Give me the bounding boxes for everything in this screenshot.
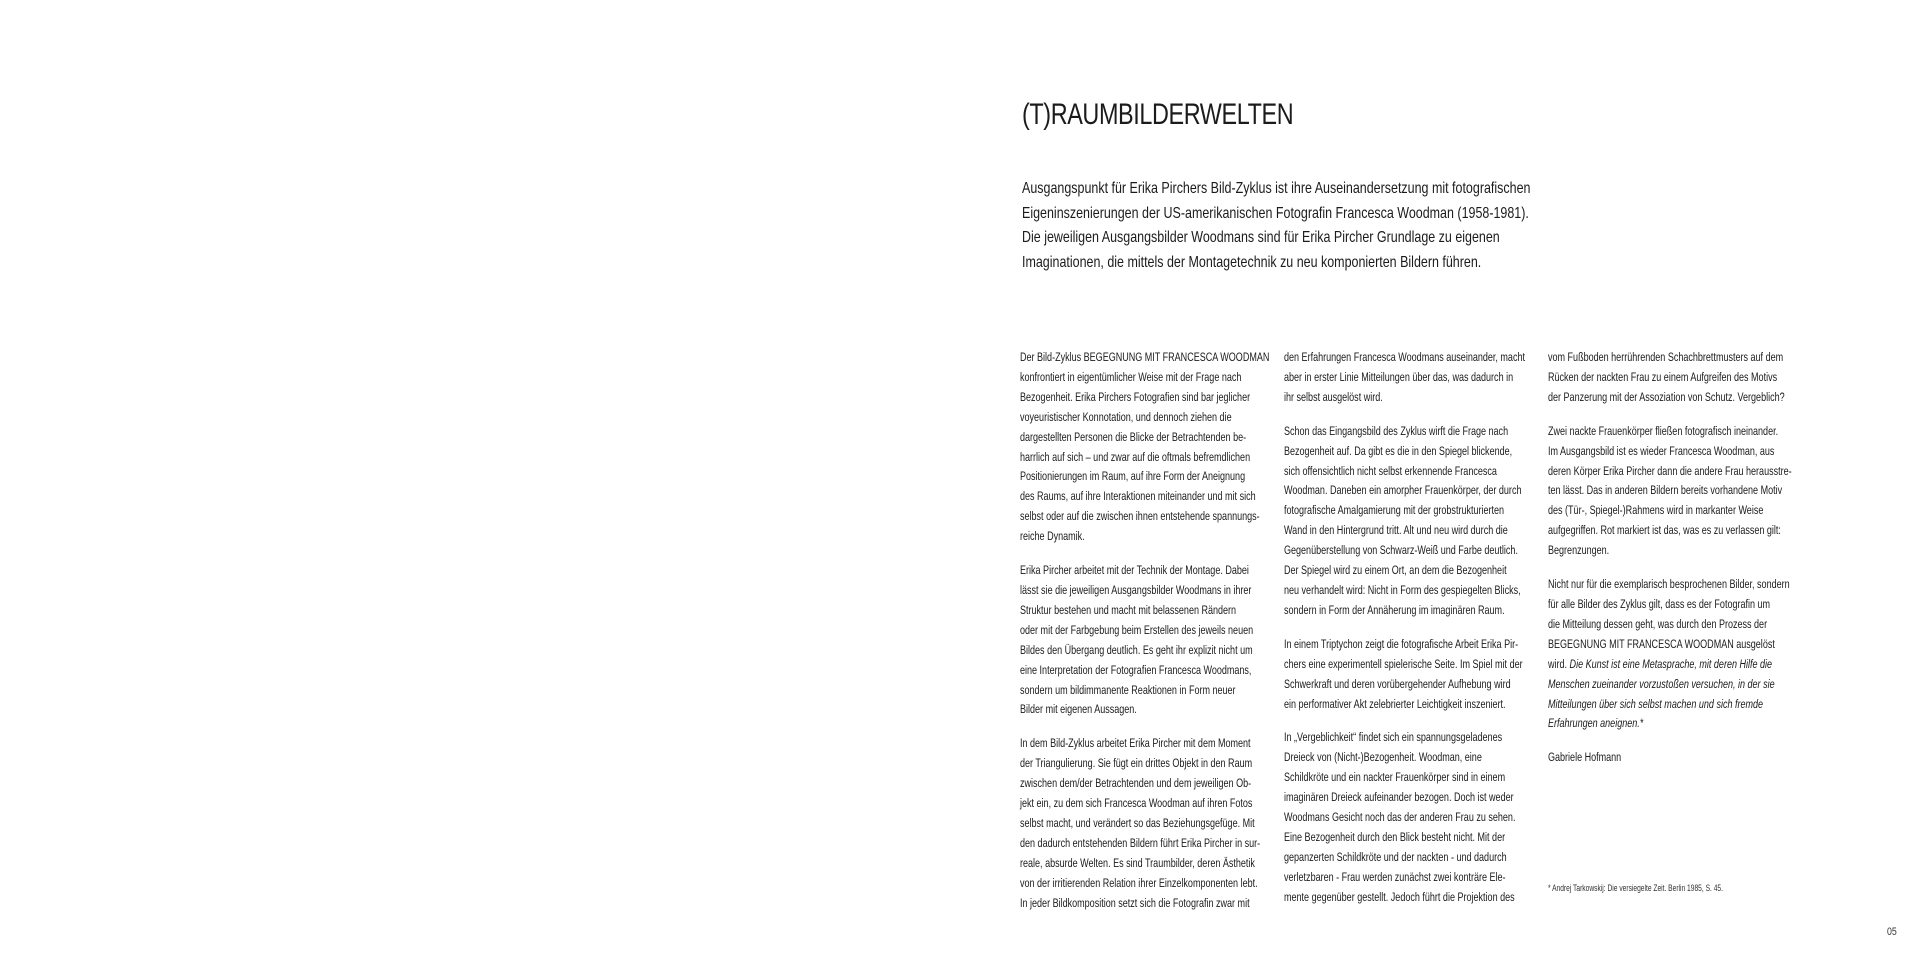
text-line: neu verhandelt wird: Nicht in Form des gespiegelten Blicks, [1284,582,1521,597]
text-line: oder mit der Farbgebung beim Erstellen des jeweils neuen [1020,622,1254,637]
text-line: Woodman. Daneben ein amorpher Frauenkörper, der durch [1284,483,1522,498]
text-line: selbst oder auf die zwischen ihnen entstehende spannungs- [1020,509,1260,524]
paragraph [1548,348,1785,408]
text-line-mixed [1548,655,1785,675]
text-line: BEGEGNUNG MIT FRANCESCA WOODMAN ausgelöst [1548,636,1775,651]
paragraph [1020,561,1257,720]
text-line: deren Körper Erika Pircher dann die andere Frau herausstre- [1548,463,1792,478]
text-line: lässt sie die jeweiligen Ausgangsbilder Woodmans in ihrer [1020,582,1252,597]
text-line: selbst macht, und verändert so das Beziehungsgefüge. Mit [1020,815,1255,830]
text-line: mente gegenüber gestellt. Jedoch führt die Projektion des [1284,889,1515,904]
text-line: ein performativer Akt zelebrierter Leichtigkeit inszeniert. [1284,696,1506,711]
quote-line: Erfahrungen aneignen.* [1548,716,1644,731]
paragraph [1020,734,1261,913]
text-line: des (Tür-, Spiegel-)Rahmens wird in markanter Weise [1548,503,1764,518]
text-line: ihr selbst ausgelöst wird. [1284,389,1383,404]
text-column-2 [1284,348,1525,922]
text-line: In einem Triptychon zeigt die fotografische Arbeit Erika Pir- [1284,636,1519,651]
text-line: von der irritierenden Relation ihrer Einzelkomponenten lebt. [1020,875,1258,890]
paragraph [1284,348,1525,408]
paragraph [1284,422,1521,621]
quote-line: Menschen zueinander vorzustoßen versuchen, in der sie [1548,676,1775,691]
text-line: Bezogenheit. Erika Pirchers Fotografien sind bar jeglicher [1020,389,1251,404]
text-line: vom Fußboden herrührenden Schachbrettmusters auf dem [1548,350,1784,364]
text-line: Eine Bezogenheit durch den Blick besteht nicht. Mit der [1284,829,1506,844]
text-line: reiche Dynamik. [1020,529,1085,544]
text-line: den dadurch entstehenden Bildern führt Erika Pircher in sur- [1020,835,1261,850]
text-line: der Triangulierung. Sie fügt ein drittes Objekt in den Raum [1020,756,1253,771]
intro-line: Die jeweiligen Ausgangsbilder Woodmans sind für Erika Pircher Grundlage zu eigenen [1022,229,1500,246]
text-line: sich offensichtlich nicht selbst erkennende Francesca [1284,463,1497,478]
text-line: des Raums, auf ihre Interaktionen miteinander und mit sich [1020,489,1256,504]
text-line: eine Interpretation der Fotografien Francesca Woodmans, [1020,662,1252,677]
text-line: Der Bild-Zyklus BEGEGNUNG MIT FRANCESCA WOODMAN [1020,350,1270,364]
text-line: Erika Pircher arbeitet mit der Technik der Montage. Dabei [1020,563,1249,578]
page-number: 05 [1887,926,1897,938]
text-line: voyeuristischer Konnotation, und dennoch ziehen die [1020,409,1232,424]
paragraph [1284,728,1521,907]
text-line: Rücken der nackten Frau zu einem Aufgreifen des Motivs [1548,369,1778,384]
text-line: dargestellten Personen die Blicke der Betrachtenden be- [1020,429,1247,444]
text-line: imaginären Dreieck aufeinander bezogen. Doch ist weder [1284,790,1514,805]
intro-line: Imaginationen, die mittels der Montagetechnik zu neu komponierten Bildern führen. [1022,253,1482,271]
text-line: Gegenüberstellung von Schwarz-Weiß und Farbe deutlich. [1284,543,1518,558]
text-line: jekt ein, zu dem sich Francesca Woodman auf ihren Fotos [1020,796,1253,811]
text-line: Struktur bestehen und macht mit belassenen Rändern [1020,602,1237,617]
text-line: Im Ausgangsbild ist es wieder Francesca Woodman, aus [1548,443,1775,458]
paragraph [1548,575,1790,734]
text-line: harrlich auf sich – und zwar auf die oftmals befremdlichen [1020,449,1251,464]
text-line: gepanzerten Schildkröte und der nackten - und dadurch [1284,849,1507,864]
text-line: Positionierungen im Raum, auf ihre Form der Aneignung [1020,469,1246,484]
quote-line: Mitteilungen über sich selbst machen und sich fremde [1548,696,1764,711]
text-line: Schon das Eingangsbild des Zyklus wirft die Frage nach [1284,423,1509,438]
text-line: Zwei nackte Frauenkörper fließen fotografisch ineinander. [1548,423,1779,438]
footnote: * Andrej Tarkowskij: Die versiegelte Zeit. Berlin 1985, S. 45. [1548,883,1723,893]
text-line: zwischen dem/der Betrachtenden und dem jeweiligen Ob- [1020,776,1252,791]
intro-line: Ausgangspunkt für Erika Pirchers Bild-Zyklus ist ihre Auseinandersetzung mit fotografischen [1022,180,1531,197]
text-line: die Mitteilung dessen geht, was durch den Prozess der [1548,616,1768,631]
text-line: den Erfahrungen Francesca Woodmans auseinander, macht [1284,350,1525,364]
author-name: Gabriele Hofmann [1548,750,1622,765]
paragraph [1284,635,1521,715]
text-line: für alle Bilder des Zyklus gilt, dass es der Fotografin um [1548,596,1771,611]
text-line: In „Vergeblichkeit“ findet sich ein spannungsgeladenes [1284,730,1503,745]
text-line: Bezogenheit auf. Da gibt es die in den Spiegel blickende, [1284,443,1513,458]
intro-paragraph [1022,177,1531,275]
text-column-1 [1020,348,1270,927]
text-line: aber in erster Linie Mitteilungen über das, was dadurch in [1284,369,1514,384]
text-line: In dem Bild-Zyklus arbeitet Erika Pircher mit dem Moment [1020,736,1251,751]
text-line: aufgegriffen. Rot markiert ist das, was es zu verlassen gilt: [1548,523,1781,538]
text-line: Wand in den Hintergrund tritt. Alt und neu wird durch die [1284,523,1508,538]
text-line: sondern um bildimmanente Reaktionen in Form neuer [1020,682,1236,697]
text-line: Woodmans Gesicht noch das der anderen Frau zu sehen. [1284,810,1516,825]
text-line: verletzbaren - Frau werden zunächst zwei konträre Ele- [1284,869,1506,884]
paragraph [1548,422,1792,561]
text-line: der Panzerung mit der Assoziation von Schutz. Vergeblich? [1548,389,1785,404]
text-line: sondern in Form der Annäherung im imaginären Raum. [1284,602,1505,617]
text-line: konfrontiert in eigentümlicher Weise mit der Frage nach [1020,369,1242,384]
page-title: (T)RAUMBILDERWELTEN [1022,98,1294,131]
text-fragment: wird. [1548,656,1570,671]
paragraph [1020,348,1270,547]
text-line: Bildes den Übergang deutlich. Es geht ihr explizit nicht um [1020,642,1253,657]
text-line: Nicht nur für die exemplarisch besprochenen Bilder, sondern [1548,577,1790,592]
text-line: ten lässt. Das in anderen Bildern bereits vorhandene Motiv [1548,483,1783,498]
text-line: Begrenzungen. [1548,543,1610,558]
text-line: reale, absurde Welten. Es sind Traumbilder, deren Ästhetik [1020,855,1255,870]
text-line: Schildkröte und ein nackter Frauenkörper sind in einem [1284,770,1506,785]
text-line: Bilder mit eigenen Aussagen. [1020,702,1137,717]
text-line: In jeder Bildkomposition setzt sich die Fotografin zwar mit [1020,895,1250,910]
text-line: chers eine experimentell spielerische Seite. Im Spiel mit der [1284,656,1523,671]
text-line: Dreieck von (Nicht-)Bezogenheit. Woodman, eine [1284,750,1482,765]
text-line: Der Spiegel wird zu einem Ort, an dem die Bezogenheit [1284,563,1507,578]
quote-fragment: Die Kunst ist eine Metasprache, mit deren Hilfe die [1569,656,1773,671]
text-line: Schwerkraft und deren vorübergehender Aufhebung wird [1284,676,1511,691]
intro-line: Eigeninszenierungen der US-amerikanischen Fotografin Francesca Woodman (1958-1981). [1022,204,1529,222]
author-signature [1548,748,1785,768]
text-column-3 [1548,348,1792,782]
text-line: fotografische Amalgamierung mit der grobstrukturierten [1284,503,1505,518]
